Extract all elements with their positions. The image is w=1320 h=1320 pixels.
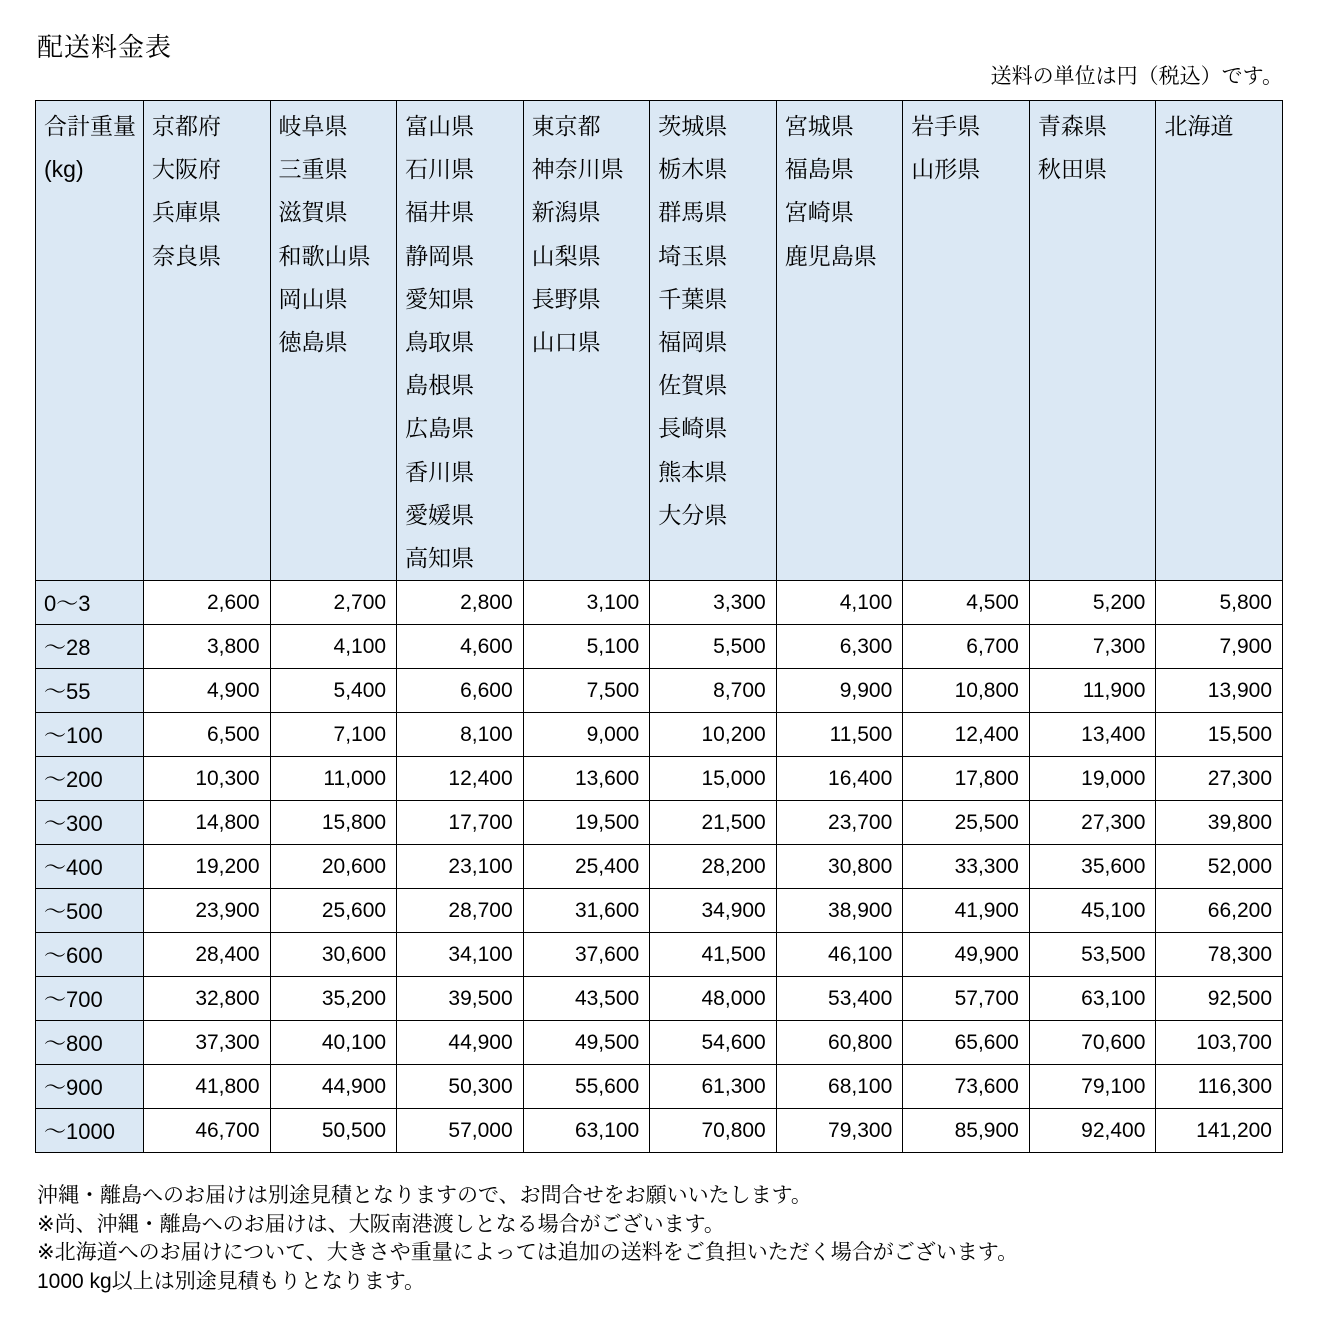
fee-value-cell: 19,500 (523, 801, 650, 845)
fee-value-cell: 15,500 (1156, 713, 1283, 757)
fee-value-cell: 45,100 (1029, 889, 1156, 933)
prefecture-name: 山形県 (911, 156, 981, 183)
fee-value-cell: 23,900 (144, 889, 271, 933)
unit-note: 送料の単位は円（税込）です。 (990, 65, 1283, 88)
region-column-header (776, 101, 903, 581)
footer-note-line: 沖縄・離島へのお届けは別途見積となりますので、お問合せをお願いいたします。 (37, 1184, 812, 1207)
fee-value-cell: 34,900 (650, 889, 777, 933)
footer-note-line: 1000 kg以上は別途見積もりとなります。 (37, 1269, 426, 1293)
fee-value-cell: 43,500 (523, 977, 650, 1021)
prefecture-name: 山口県 (531, 329, 601, 356)
weight-range-cell: ～400 (36, 845, 144, 889)
fee-value-cell: 12,400 (903, 713, 1030, 757)
fee-value-cell: 19,000 (1029, 757, 1156, 801)
fee-value-cell: 8,700 (650, 669, 777, 713)
prefecture-name: 新潟県 (531, 199, 601, 226)
prefecture-name: 三重県 (278, 156, 348, 183)
fee-value-cell: 49,900 (903, 933, 1030, 977)
weight-range-cell: ～600 (36, 933, 144, 977)
fee-row (36, 889, 1283, 933)
fee-value-cell: 16,400 (776, 757, 903, 801)
prefecture-name: 岩手県 (911, 113, 981, 139)
prefecture-name: 愛知県 (405, 285, 475, 312)
fee-value-cell: 63,100 (1029, 977, 1156, 1021)
fee-value-cell: 10,200 (650, 713, 777, 757)
prefecture-name: 茨城県 (658, 113, 728, 139)
weight-range-cell: ～300 (36, 801, 144, 845)
fee-value-cell: 41,800 (144, 1065, 271, 1109)
fee-value-cell: 3,300 (650, 581, 777, 625)
fee-value-cell: 3,100 (523, 581, 650, 625)
prefecture-name: 東京都 (531, 113, 601, 139)
page-title: 配送料金表 (37, 32, 173, 62)
prefecture-name: 山梨県 (531, 242, 601, 269)
fee-value-cell: 23,100 (397, 845, 524, 889)
fee-value-cell: 5,100 (523, 625, 650, 669)
fee-value-cell: 53,400 (776, 977, 903, 1021)
prefecture-name: 青森県 (1037, 113, 1107, 139)
prefecture-name: 広島県 (405, 415, 475, 442)
fee-value-cell: 27,300 (1156, 757, 1283, 801)
fee-value-cell: 4,900 (144, 669, 271, 713)
fee-value-cell: 39,500 (397, 977, 524, 1021)
fee-value-cell: 44,900 (397, 1021, 524, 1065)
region-column-header (270, 101, 397, 581)
fee-value-cell: 85,900 (903, 1109, 1030, 1153)
fee-value-cell: 13,600 (523, 757, 650, 801)
fee-value-cell: 4,100 (270, 625, 397, 669)
fee-value-cell: 10,800 (903, 669, 1030, 713)
weight-range-cell: ～500 (36, 889, 144, 933)
fee-value-cell: 17,700 (397, 801, 524, 845)
fee-value-cell: 17,800 (903, 757, 1030, 801)
prefecture-name: 香川県 (405, 458, 475, 485)
fee-value-cell: 30,600 (270, 933, 397, 977)
prefecture-name: 長崎県 (658, 415, 728, 442)
fee-value-cell: 5,500 (650, 625, 777, 669)
fee-value-cell: 103,700 (1156, 1021, 1283, 1065)
fee-value-cell: 4,600 (397, 625, 524, 669)
footer-note-line: ※北海道へのお届けについて、大きさや重量によっては追加の送料をご負担いただく場合がございます。 (37, 1241, 1019, 1264)
fee-value-cell: 15,800 (270, 801, 397, 845)
fee-value-cell: 19,200 (144, 845, 271, 889)
weight-range-cell: ～900 (36, 1065, 144, 1109)
prefecture-name: 千葉県 (658, 285, 728, 312)
fee-value-cell: 60,800 (776, 1021, 903, 1065)
fee-value-cell: 35,600 (1029, 845, 1156, 889)
fee-value-cell: 7,900 (1156, 625, 1283, 669)
fee-value-cell: 63,100 (523, 1109, 650, 1153)
fee-row (36, 977, 1283, 1021)
prefecture-name: 奈良県 (152, 242, 221, 269)
fee-value-cell: 79,100 (1029, 1065, 1156, 1109)
fee-value-cell: 37,300 (144, 1021, 271, 1065)
fee-value-cell: 2,600 (144, 581, 271, 625)
fee-value-cell: 28,700 (397, 889, 524, 933)
fee-row (36, 713, 1283, 757)
fee-value-cell: 3,800 (144, 625, 271, 669)
fee-value-cell: 53,500 (1029, 933, 1156, 977)
fee-value-cell: 5,400 (270, 669, 397, 713)
prefecture-name: 島根県 (405, 372, 475, 399)
prefecture-name: 佐賀県 (658, 372, 728, 399)
fee-value-cell: 30,800 (776, 845, 903, 889)
fee-row (36, 669, 1283, 713)
fee-value-cell: 15,000 (650, 757, 777, 801)
prefecture-name: 岐阜県 (278, 113, 348, 139)
fee-value-cell: 92,500 (1156, 977, 1283, 1021)
fee-value-cell: 55,600 (523, 1065, 650, 1109)
weight-range-cell: ～28 (36, 625, 144, 669)
prefecture-name: 熊本県 (658, 458, 728, 485)
fee-value-cell: 9,900 (776, 669, 903, 713)
prefecture-name: 群馬県 (658, 199, 728, 226)
fee-value-cell: 141,200 (1156, 1109, 1283, 1153)
region-column-header (650, 101, 777, 581)
region-column-header (903, 101, 1030, 581)
prefecture-name: 岡山県 (278, 285, 348, 312)
fee-value-cell: 11,000 (270, 757, 397, 801)
weight-header-line1: 合計重量 (44, 113, 136, 139)
fee-row (36, 1109, 1283, 1153)
prefecture-name: 石川県 (405, 156, 475, 183)
prefecture-name: 福岡県 (658, 329, 728, 356)
fee-value-cell: 11,900 (1029, 669, 1156, 713)
fee-value-cell: 13,400 (1029, 713, 1156, 757)
prefecture-name: 鹿児島県 (784, 242, 877, 269)
fee-value-cell: 78,300 (1156, 933, 1283, 977)
region-column-header (523, 101, 650, 581)
weight-range-cell: 0～3 (36, 581, 144, 625)
weight-column-header (36, 101, 144, 581)
fee-value-cell: 25,600 (270, 889, 397, 933)
fee-value-cell: 57,000 (397, 1109, 524, 1153)
fee-value-cell: 6,500 (144, 713, 271, 757)
fee-row (36, 933, 1283, 977)
prefecture-name: 兵庫県 (152, 199, 221, 226)
fee-value-cell: 38,900 (776, 889, 903, 933)
fee-row (36, 757, 1283, 801)
weight-range-cell: ～55 (36, 669, 144, 713)
footer-notes (37, 1182, 1018, 1296)
fee-value-cell: 25,400 (523, 845, 650, 889)
fee-row (36, 801, 1283, 845)
fee-value-cell: 41,900 (903, 889, 1030, 933)
prefecture-name: 宮城県 (784, 113, 854, 139)
fee-value-cell: 33,300 (903, 845, 1030, 889)
fee-value-cell: 7,100 (270, 713, 397, 757)
fee-value-cell: 31,600 (523, 889, 650, 933)
fee-value-cell: 49,500 (523, 1021, 650, 1065)
footer-note-line: ※尚、沖縄・離島へのお届けは、大阪南港渡しとなる場合がございます。 (37, 1212, 725, 1236)
fee-value-cell: 39,800 (1156, 801, 1283, 845)
weight-range-cell: ～1000 (36, 1109, 144, 1153)
fee-value-cell: 9,000 (523, 713, 650, 757)
fee-row (36, 581, 1283, 625)
fee-value-cell: 23,700 (776, 801, 903, 845)
fee-value-cell: 66,200 (1156, 889, 1283, 933)
fee-value-cell: 13,900 (1156, 669, 1283, 713)
fee-value-cell: 37,600 (523, 933, 650, 977)
fee-value-cell: 6,600 (397, 669, 524, 713)
fee-value-cell: 57,700 (903, 977, 1030, 1021)
fee-value-cell: 7,500 (523, 669, 650, 713)
fee-value-cell: 20,600 (270, 845, 397, 889)
fee-value-cell: 79,300 (776, 1109, 903, 1153)
prefecture-name: 富山県 (405, 113, 475, 139)
fee-value-cell: 2,700 (270, 581, 397, 625)
prefecture-name: 滋賀県 (278, 199, 348, 226)
table-header-row (36, 101, 1283, 581)
prefecture-name: 大阪府 (152, 156, 221, 183)
fee-value-cell: 50,300 (397, 1065, 524, 1109)
prefecture-name: 大分県 (658, 501, 728, 528)
fee-row (36, 625, 1283, 669)
prefecture-name: 北海道 (1164, 113, 1234, 139)
fee-value-cell: 46,100 (776, 933, 903, 977)
fee-value-cell: 52,000 (1156, 845, 1283, 889)
prefecture-name: 福島県 (784, 156, 854, 183)
fee-row (36, 845, 1283, 889)
prefecture-name: 神奈川県 (531, 156, 624, 183)
fee-value-cell: 8,100 (397, 713, 524, 757)
fee-value-cell: 65,600 (903, 1021, 1030, 1065)
fee-value-cell: 40,100 (270, 1021, 397, 1065)
prefecture-name: 埼玉県 (658, 242, 728, 269)
prefecture-name: 栃木県 (658, 156, 728, 183)
region-column-header (397, 101, 524, 581)
fee-value-cell: 25,500 (903, 801, 1030, 845)
fee-value-cell: 14,800 (144, 801, 271, 845)
prefecture-name: 高知県 (405, 545, 475, 572)
fee-value-cell: 54,600 (650, 1021, 777, 1065)
prefecture-name: 鳥取県 (405, 329, 475, 356)
fee-value-cell: 50,500 (270, 1109, 397, 1153)
fee-value-cell: 6,700 (903, 625, 1030, 669)
prefecture-name: 和歌山県 (278, 242, 371, 269)
fee-value-cell: 32,800 (144, 977, 271, 1021)
prefecture-name: 福井県 (405, 199, 475, 226)
fee-value-cell: 70,600 (1029, 1021, 1156, 1065)
fee-row (36, 1065, 1283, 1109)
weight-header-line2: (kg) (44, 156, 84, 183)
weight-range-cell: ～200 (36, 757, 144, 801)
fee-value-cell: 7,300 (1029, 625, 1156, 669)
fee-value-cell: 5,200 (1029, 581, 1156, 625)
fee-value-cell: 6,300 (776, 625, 903, 669)
fee-value-cell: 61,300 (650, 1065, 777, 1109)
fee-value-cell: 41,500 (650, 933, 777, 977)
fee-value-cell: 46,700 (144, 1109, 271, 1153)
prefecture-name: 静岡県 (405, 242, 475, 269)
fee-table-body (36, 581, 1283, 1153)
region-column-header (1156, 101, 1283, 581)
prefecture-name: 秋田県 (1037, 156, 1107, 183)
fee-row (36, 1021, 1283, 1065)
prefecture-name: 愛媛県 (405, 501, 475, 528)
fee-value-cell: 11,500 (776, 713, 903, 757)
fee-value-cell: 44,900 (270, 1065, 397, 1109)
fee-value-cell: 70,800 (650, 1109, 777, 1153)
fee-value-cell: 27,300 (1029, 801, 1156, 845)
region-column-header (1029, 101, 1156, 581)
fee-value-cell: 92,400 (1029, 1109, 1156, 1153)
region-column-header (144, 101, 271, 581)
weight-range-cell: ～800 (36, 1021, 144, 1065)
fee-value-cell: 10,300 (144, 757, 271, 801)
fee-value-cell: 35,200 (270, 977, 397, 1021)
fee-value-cell: 116,300 (1156, 1065, 1283, 1109)
fee-value-cell: 2,800 (397, 581, 524, 625)
fee-value-cell: 48,000 (650, 977, 777, 1021)
fee-value-cell: 34,100 (397, 933, 524, 977)
prefecture-name: 徳島県 (278, 329, 348, 356)
shipping-fee-table (35, 100, 1283, 1153)
weight-range-cell: ～700 (36, 977, 144, 1021)
fee-value-cell: 21,500 (650, 801, 777, 845)
fee-value-cell: 73,600 (903, 1065, 1030, 1109)
fee-value-cell: 5,800 (1156, 581, 1283, 625)
fee-value-cell: 4,100 (776, 581, 903, 625)
fee-value-cell: 28,200 (650, 845, 777, 889)
weight-range-cell: ～100 (36, 713, 144, 757)
fee-value-cell: 28,400 (144, 933, 271, 977)
prefecture-name: 宮崎県 (784, 199, 854, 226)
fee-value-cell: 12,400 (397, 757, 524, 801)
fee-value-cell: 4,500 (903, 581, 1030, 625)
prefecture-name: 京都府 (152, 113, 221, 139)
fee-value-cell: 68,100 (776, 1065, 903, 1109)
prefecture-name: 長野県 (531, 285, 601, 312)
